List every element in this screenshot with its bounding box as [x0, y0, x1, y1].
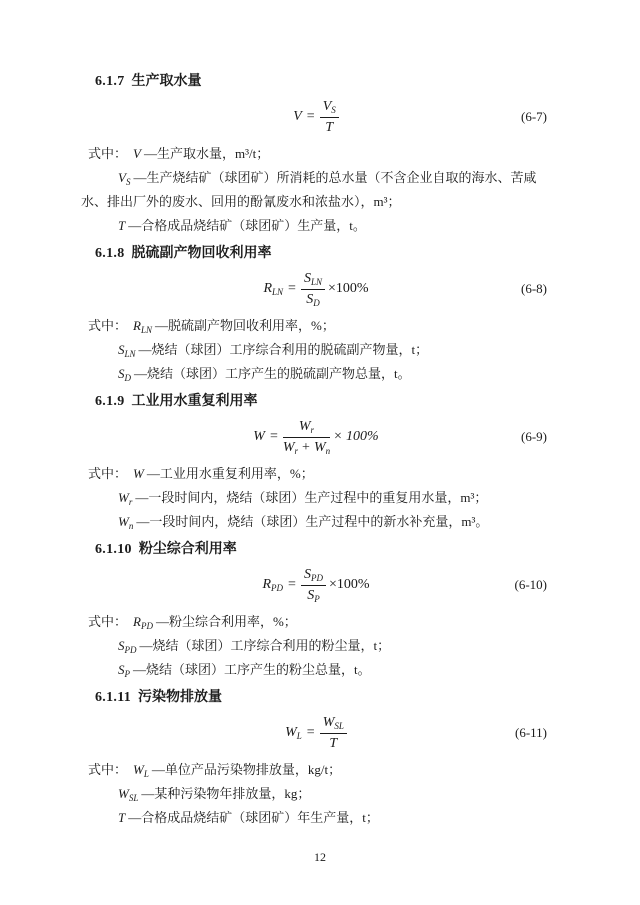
- definition-text: —烧结（球团）工序产生的脱硫副产物总量，t。: [134, 366, 411, 381]
- variable: T: [118, 218, 126, 233]
- fraction: [301, 567, 326, 604]
- variable: T: [118, 810, 126, 825]
- definition-line: [81, 166, 551, 214]
- formula-row: [81, 566, 551, 604]
- variable-subscript: LN: [310, 276, 322, 287]
- where-label: 式中：: [88, 762, 128, 777]
- variable: S: [118, 342, 125, 357]
- section-number: 6.1.8: [95, 246, 125, 261]
- variable-subscript: r: [310, 424, 315, 435]
- formula-lhs: [285, 725, 302, 741]
- variable-subscript: n: [128, 521, 134, 531]
- variable: W: [133, 466, 144, 481]
- fraction-numerator: [320, 715, 347, 734]
- variable: T: [329, 736, 338, 751]
- section-title: 脱硫副产物回收利用率: [131, 244, 272, 260]
- document-section: [81, 72, 551, 238]
- section-heading: [95, 244, 551, 262]
- variable: V: [133, 146, 141, 161]
- section-heading: [95, 688, 551, 706]
- section-number: 6.1.7: [95, 74, 125, 89]
- variable-subscript: D: [313, 297, 320, 308]
- equation-number: (6-11): [514, 725, 547, 740]
- variable: S: [303, 270, 311, 286]
- page-number: 12: [314, 850, 326, 864]
- where-label: 式中：: [88, 146, 128, 161]
- definition-text: —烧结（球团）工序综合利用的粉尘量，t；: [139, 638, 391, 653]
- variable: W: [282, 439, 295, 455]
- section-title: 生产取水量: [131, 72, 202, 88]
- definitions-block: [81, 610, 551, 682]
- formula-lhs: [262, 577, 283, 593]
- where-label: 式中：: [88, 614, 128, 629]
- fraction: [320, 99, 339, 135]
- definition-line: [81, 634, 551, 658]
- formula: [262, 567, 369, 604]
- variable: W: [118, 514, 129, 529]
- definition-text: —一段时间内，烧结（球团）生产过程中的新水补充量，m³。: [136, 514, 489, 529]
- variable: W: [133, 762, 144, 777]
- document-content: [81, 72, 551, 836]
- equation-number: (6-8): [521, 281, 547, 296]
- variable: S: [306, 291, 314, 307]
- definition-line: [81, 610, 551, 634]
- variable: W: [298, 418, 311, 434]
- formula-row: [81, 714, 551, 752]
- document-section: [81, 244, 551, 386]
- variable-subscript: SL: [334, 721, 344, 731]
- section-title: 污染物排放量: [138, 688, 223, 704]
- definition-line: [81, 338, 551, 362]
- variable-subscript: PD: [271, 583, 284, 593]
- fraction-denominator: [320, 734, 347, 751]
- section-heading: [95, 540, 551, 558]
- definitions-block: [81, 142, 551, 238]
- variable: W: [253, 429, 265, 444]
- document-section: [81, 392, 551, 534]
- formula: [253, 419, 378, 456]
- formula: [263, 271, 368, 308]
- definition-line: [81, 362, 551, 386]
- equals-sign: =: [306, 109, 315, 124]
- equals-sign: =: [306, 725, 315, 740]
- variable-subscript: LN: [140, 325, 152, 335]
- variable: V: [293, 109, 302, 124]
- variable: W: [118, 490, 129, 505]
- equation-number: (6-7): [521, 109, 547, 124]
- section-heading: [95, 72, 551, 90]
- definition-text: —生产取水量，m³/t；: [143, 146, 270, 161]
- definition-line: [81, 462, 551, 486]
- variable-subscript: r: [128, 497, 133, 507]
- variable: R: [263, 281, 273, 296]
- variable-subscript: S: [331, 105, 336, 115]
- definition-text: —生产烧结矿（球团矿）所消耗的总水量（不含企业自取的海水、苦咸水、排出厂外的废水、回用的酚氰废水和浓盐水），m³；: [81, 170, 537, 209]
- definition-text: —脱硫副产物回收利用率，%；: [154, 318, 335, 333]
- variable: S: [118, 638, 125, 653]
- variable-subscript: D: [124, 373, 131, 383]
- document-section: [81, 540, 551, 682]
- definition-line: [81, 510, 551, 534]
- document-section: [81, 688, 551, 830]
- fraction-denominator: [301, 586, 326, 604]
- variable: S: [118, 366, 125, 381]
- formula: [293, 99, 339, 135]
- definition-text: —合格成品烧结矿（球团矿）生产量，t。: [128, 218, 366, 233]
- variable: W: [285, 725, 297, 740]
- definition-line: [81, 658, 551, 682]
- formula-lhs: [263, 281, 283, 297]
- variable-subscript: PD: [310, 572, 323, 583]
- variable-subscript: n: [325, 445, 331, 456]
- variable-subscript: L: [143, 769, 149, 779]
- fraction-denominator: [283, 438, 330, 456]
- variable: V: [118, 170, 126, 185]
- definition-line: [81, 782, 551, 806]
- variable-subscript: LN: [272, 287, 284, 297]
- variable-subscript: SL: [128, 793, 139, 803]
- definition-text: —工业用水重复利用率，%；: [146, 466, 314, 481]
- where-label: 式中：: [88, 318, 128, 333]
- equals-sign: =: [288, 281, 296, 296]
- equals-sign: =: [288, 577, 296, 592]
- definition-text: —合格成品烧结矿（球团矿）年生产量，t；: [128, 810, 379, 825]
- definition-line: [81, 314, 551, 338]
- equation-number: (6-9): [521, 429, 547, 444]
- variable-subscript: L: [296, 731, 302, 741]
- definition-line: [81, 486, 551, 510]
- fraction-numerator: [283, 419, 330, 438]
- variable-subscript: P: [124, 669, 130, 679]
- definition-line: [81, 806, 551, 830]
- operator: +: [302, 439, 310, 455]
- definition-text: —某种污染物年排放量，kg；: [141, 786, 311, 801]
- variable: R: [133, 614, 141, 629]
- variable-subscript: r: [294, 445, 299, 456]
- variable: V: [322, 99, 332, 114]
- variable: R: [133, 318, 141, 333]
- section-heading: [95, 392, 551, 410]
- fraction: [320, 715, 347, 751]
- formula-row: [81, 270, 551, 308]
- variable: R: [262, 577, 272, 592]
- definition-text: —烧结（球团）工序产生的粉尘总量，t。: [133, 662, 371, 677]
- fraction-denominator: [301, 290, 325, 308]
- definition-line: [81, 214, 551, 238]
- variable: T: [325, 120, 334, 135]
- definition-text: —粉尘综合利用率，%；: [155, 614, 297, 629]
- definition-line: [81, 142, 551, 166]
- formula-suffix: × 100%: [333, 429, 379, 444]
- formula: [285, 715, 347, 751]
- section-number: 6.1.11: [95, 690, 132, 705]
- formula-lhs: [253, 429, 265, 445]
- variable: S: [307, 587, 315, 603]
- definition-text: —一段时间内，烧结（球团）生产过程中的重复用水量，m³；: [135, 490, 488, 505]
- formula-suffix: ×100%: [328, 577, 370, 592]
- fraction-denominator: [320, 118, 339, 135]
- definitions-block: [81, 758, 551, 830]
- variable: S: [303, 566, 311, 582]
- fraction-numerator: [301, 271, 325, 290]
- variable: W: [118, 786, 129, 801]
- variable-subscript: PD: [124, 645, 137, 655]
- formula-row: [81, 98, 551, 136]
- variable-subscript: P: [314, 593, 320, 604]
- definition-text: —烧结（球团）工序综合利用的脱硫副产物量，t；: [138, 342, 429, 357]
- formula-suffix: ×100%: [327, 281, 369, 296]
- fraction: [301, 271, 325, 308]
- variable-subscript: PD: [140, 621, 153, 631]
- variable: S: [118, 662, 125, 677]
- equation-number: (6-10): [514, 577, 547, 592]
- section-number: 6.1.9: [95, 394, 125, 409]
- section-title: 工业用水重复利用率: [131, 392, 258, 408]
- equals-sign: =: [269, 429, 278, 444]
- variable-subscript: LN: [124, 349, 136, 359]
- variable: W: [322, 715, 335, 730]
- formula-lhs: [293, 109, 302, 125]
- definition-line: [81, 758, 551, 782]
- definitions-block: [81, 462, 551, 534]
- variable: W: [313, 439, 326, 455]
- definition-text: —单位产品污染物排放量，kg/t；: [151, 762, 342, 777]
- variable-subscript: S: [125, 177, 131, 187]
- formula-row: [81, 418, 551, 456]
- fraction-numerator: [320, 99, 339, 118]
- fraction-numerator: [301, 567, 326, 586]
- where-label: 式中：: [88, 466, 128, 481]
- definitions-block: [81, 314, 551, 386]
- fraction: [283, 419, 330, 456]
- section-number: 6.1.10: [95, 542, 132, 557]
- section-title: 粉尘综合利用率: [138, 540, 237, 556]
